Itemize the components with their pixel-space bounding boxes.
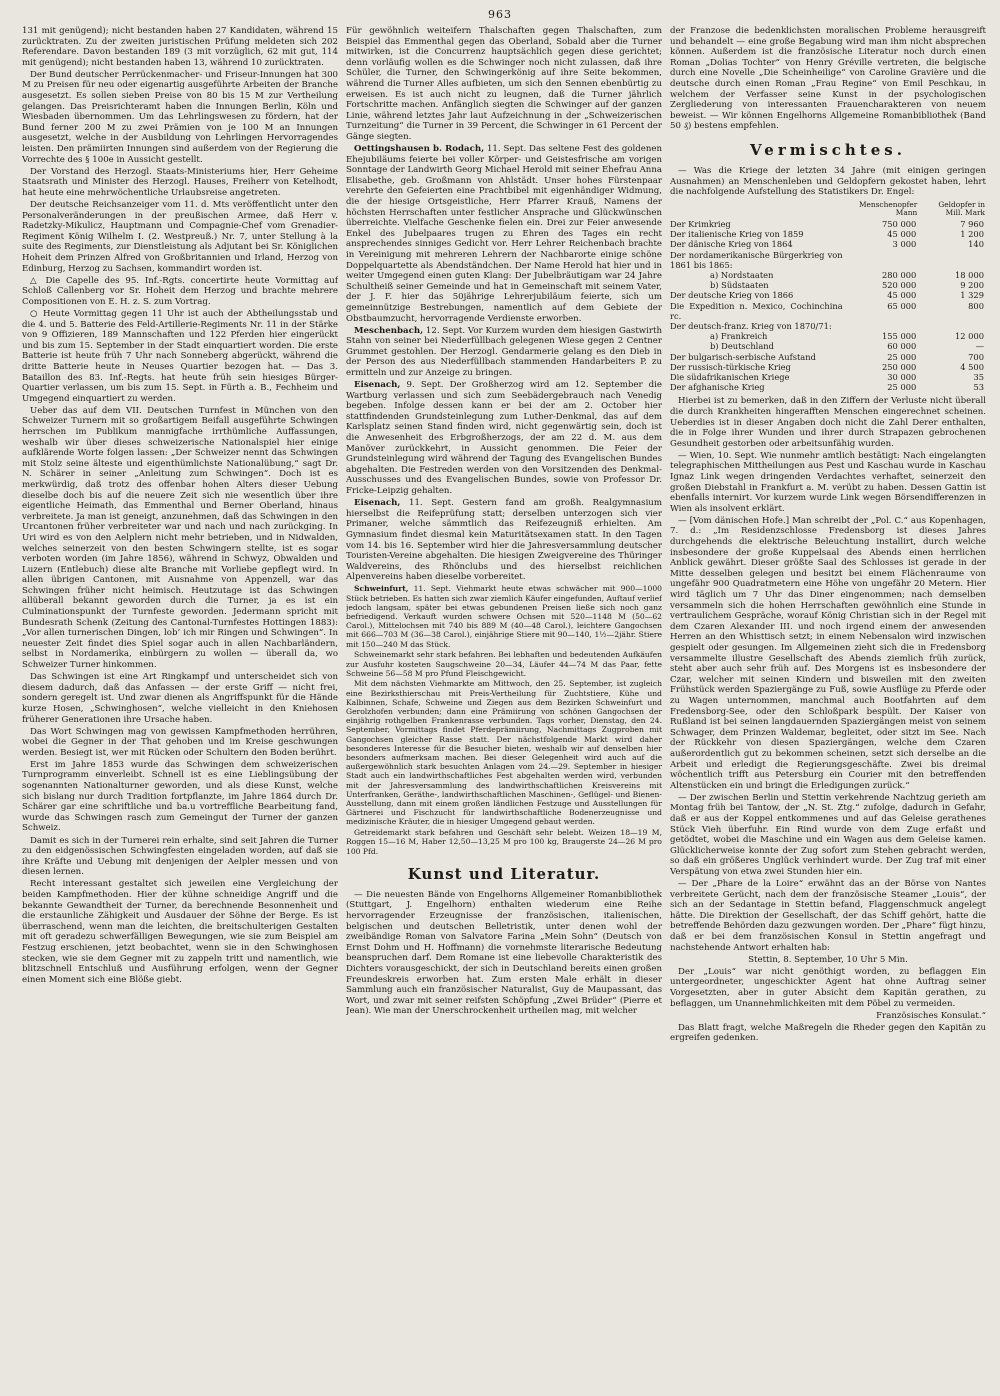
war-money: 9 200 — [960, 280, 984, 291]
war-men — [845, 321, 919, 331]
war-money — [918, 250, 986, 270]
article-eisenach-1 — [346, 380, 662, 497]
article-reichsanzeiger: Der deutsche Reichsanzeiger vom 11. d. Mts veröffentlicht unter den Personalveränderungen in der preußischen Armee, daß Herr v. Radetzky-Mikulicz, Hauptmann und Compagnie-Chef vom Grenadier-Regiment König Wilhelm I. (2. Westpreuß.) Nr. 7, unter Stellung à la suite des Regiments, zur Dienstleistung als Adjutant bei Sr. Königlichen Hoheit dem Prinzen Alfred von Großbritannien und Irland, Herzog von Edinburg, Herzog zu Sachsen, kommandirt worden ist. — [22, 200, 338, 274]
article-schwingen-4: Erst im Jahre 1853 wurde das Schwingen dem schweizerischen Turnprogramm einverleibt. Schnell ist es eine Lieblingsübung der sogenannten Nationalturner geworden, und als diese Kunst, welche sich bislang nur durch Tradition fortpflanzte, im Jahre 1864 durch Dr. Schärer gar eine schriftliche und ba.u vortreffliche Bearbeitung fand, wurde das Schwingen rasch zum Gemeingut der Turner der ganzen Schweiz. — [22, 759, 338, 834]
war-name: Der afghanische Krieg — [670, 382, 765, 393]
article-night-train: — Der zwischen Berlin und Stettin verkehrende Nachtzug gerieth am Montag früh bei Tantow, der „N. St. Ztg.“ zufolge, dadurch in Gefahr, daß er aus der Koppel entkommenes und auf das Geleise gerathenes Stück Vieh überfuhr. Ein Rind wurde von dem Zuge erfaßt und getödtet, wobei die Maschine und ein Wagen aus dem Geleise kamen. Glücklicherweise konnte der Zug sofort zum Stehen gebracht werden, so daß ein größeres Unglück verhindert wurde. Der Zug traf mit einer Verspätung von etwa zwei Stunden hier ein. — [670, 792, 986, 877]
article-artillery: ○ Heute Vormittag gegen 11 Uhr ist auch der Abtheilungsstab und die 4. und 5. Batterie des Feld-Artillerie-Regiments Nr. 11 in der Stärke von 9 Offizieren, 189 Mannschaften und 122 Pferden hier eingerückt und bis zum 15. September in der Stadt einquartiert worden. Die erste Batterie ist heute früh 7 Uhr nach Sonneberg abgerückt, während die dritte Batterie heute in Neuses Quartier bezogen hat. — Das 3. Bataillon des 83. Inf.-Regts. hat heute früh sein hiesiges Bürger-Quartier verlassen, um bis zum 15. Sept. in Fürth a. B., Fechheim und Umgegend einquartiert zu werden. — [22, 308, 338, 404]
article-phare-loire: — Der „Phare de la Loire“ erwähnt das an der Börse von Nantes verbreitete Gerücht, nach dem der französische Steamer „Louis“, der sich an der Sedantage in Stettin befand, Flaggenschmuck angelegt hätte. Die Direktion der Gesellschaft, der das Schiff gehört, hatte die betreffende Behörden dazu gezwungen worden. Der „Phare“ fügt hinzu, daß er bei dem französischen Konsul in Stettin angefragt und nachstehende Antwort erhalten hab: — [670, 879, 986, 953]
dateline-eisenach-1: Eisenach, — [354, 380, 401, 391]
header-men: Menschenopfer Mann — [858, 199, 918, 218]
war-money: 800 — [968, 300, 984, 311]
article-capelle: △ Die Capelle des 95. Inf.-Rgts. concertirte heute Vormittag auf Schloß Callenberg vor Sr. Hoheit dem Herzog und brachte mehrere Compositionen von E. H. z. S. zum Vortrag. — [22, 275, 338, 307]
article-oettingshausen-text: 11. Sept. Das seltene Fest des goldenen Ehejubiläums feierte bei voller Körper- und Geistesfrische am vorigen Sonntage der Landwirth Georg Michael Herold mit seiner Ehefrau Anna Elisabethe, geb. Großmann von Ahlstädt. Unser hohes Fürstenpaar verehrte den Gefeierten eine Prachtbibel mit eigenhändiger Widmung, die der hiesige Ortsgeistliche, Herr Pfarrer Krauß, Namens der höchsten Herrschaften unter festlicher Ansprache und Glückwünschen überreichte. Vielfache Geschenke fielen ein. Drei zur Feier anwesende Enkel des Jubelpaares trugen zu Ehren des Tages ein recht ansprechendes sinniges Gedicht vor. Herr Lehrer Reichenbach brachte in Vereinigung mit mehreren Lehrern der Nachbarorte einige schöne Doppelquartette als Abendständchen. Der Name Herold hat hier und in weiter Umgegend einen guten Klang: Der Jubelbräutigam war 24 Jahre Schultheiß seiner Gemeinde und hat in Gemeinschaft mit seinem Vater, der J. F. hier das 50jährige Lehrerjubiläum feierte, sich um gemeinnützige Bestrebungen, namentlich auf dem Gebiete der Obstbaumzucht, hervorragende Verdienste erworben. — [346, 144, 662, 324]
war-name: Der bulgarisch-serbische Aufstand — [670, 351, 816, 362]
article-eisenach-2 — [346, 498, 662, 583]
war-name: Der italienische Krieg von 1859 — [670, 229, 804, 240]
war-table-row — [670, 382, 986, 392]
war-name: Der russisch-türkische Krieg — [670, 361, 791, 372]
article-meschenbach-text: 12. Sept. Vor Kurzem wurden dem hiesigen Gastwirth Stahn von seiner bei Niederfüllbach gelegenen Wiese gegen 2 Centner Grummet gestohlen. Der Herzogl. Gendarmerie gelang es den Dieb in der Person des aus Niederfüllbach stammenden Handarbeiters P. zu ermitteln und zur Anzeige zu bringen. — [346, 325, 662, 378]
telegram-text: Der „Louis“ war nicht genöthigt worden, zu beflaggen Ein untergeordneter, ungeschickter Agent hat ohne Auftrag seiner Vorgesetzten, aber in guter Absicht dem Kapitän gerathen, zu beflaggen, um Unannehmlichkeiten mit dem Pöbel zu vermeiden. — [670, 966, 986, 1009]
war-men: 45 000 — [887, 290, 917, 301]
war-name: a) Nordstaaten — [710, 269, 774, 280]
war-table-row — [670, 270, 986, 280]
telegram-signature: Französisches Konsulat.“ — [876, 1010, 986, 1021]
column-3 — [670, 26, 986, 1384]
war-table-row — [670, 219, 986, 229]
header-money: Geldopfer in Mill. Mark — [938, 199, 985, 218]
war-name: Der dänische Krieg von 1864 — [670, 239, 793, 250]
war-money: 1 200 — [960, 229, 984, 240]
article-schwingen-2: Das Schwingen ist eine Art Ringkampf und unterscheidet sich von diesem dadurch, daß das Anfassen — der erste Griff — nicht frei, sondern geregelt ist. Und zwar dienen als Angriffspunkt für die Hände kurze Hosen, „Schwinghosen“, welche vielleicht in den Kniehosen früherer Generationen ihre Ursache haben. — [22, 672, 338, 725]
article-wigmakers: Der Bund deutscher Perrückenmacher- und Friseur-Innungen hat 300 M zu Preisen für neu oder eigenartig ausgeführte Arbeiten der Branche ausgesetzt. Es sollen sieben Preise von 80 bis 15 M zur Vertheilung gelangen. Das Preisrichteramt haben die Innungen Berlin, Köln und Wiesbaden übernommen. Um das Lehrlingswesen zu fördern, hat der Bund ferner 200 M zu zwei Prämien von je 100 M an Innungen ausgesetzt, welche in der Ausbildung von Lehrlingen Hervorragendes leisten. Den prämiirten Innungen sind außerdem von der Regierung die Vorrechte des § 100e in Aussicht gestellt. — [22, 69, 338, 165]
war-men: 250 000 — [881, 361, 917, 372]
war-money — [918, 321, 986, 331]
war-men: 520 000 — [881, 280, 917, 291]
war-men: 60 000 — [887, 341, 917, 352]
war-table-row — [670, 331, 986, 341]
war-money: 12 000 — [954, 331, 984, 342]
war-name: Der Krimkrieg — [670, 218, 731, 229]
war-table-row — [670, 372, 986, 382]
article-schwingen-7: Für gewöhnlich weiteifern Thalschaften gegen Thalschaften, zum Beispiel das Emmenthal gegen das Oberland, Sobald aber die Turner mitwirken, ist die Concurrenz hauptsächlich gegen diese gerichtet; denn vorläufig wollen es die Schwinger noch nicht zulassen, daß ihre Schüler, die Turner, den Schwingerkönig auf ihre Seite bekommen, während die Turner Alles aufbieten, um sich den Sennen ebenbürtig zu erweisen. Es ist auch nicht zu leugnen, daß die Turner jährlich Fortschritte machen. Anfänglich siegten die Schwinger auf der ganzen Linie, während letztes Jahr laut Aufzeichnung in der „Schweizerischen Turnzeitung“ die Turner in 39 Percent, die Schwinger in 61 Percent der Gänge siegten. — [346, 26, 662, 142]
war-men — [845, 250, 919, 270]
war-table-header — [670, 200, 986, 219]
war-table-row — [670, 352, 986, 362]
article-war-costs-note: Hierbei ist zu bemerken, daß in den Ziffern der Verluste nicht überall die durch Krankheiten hingerafften Menschen eingerechnet scheinen. Ueberdies ist in dieser Angaben doch nicht die Zahl Derer enthalten, die in Folge ihrer Wunden und ihrer durch Strapazen gebrochenen Gesundheit gestorben oder arbeitsunfähig wurden. — [670, 396, 986, 449]
article-exam-results: 131 mit genügend); nicht bestanden haben 27 Kandidaten, während 15 zurücktraten. Zu der zweiten juristischen Prüfung meldeten sich 202 Referendare. Davon bestanden 189 (3 mit vorzüglich, 62 mit gut, 114 mit genügend); nicht bestanden haben 13, während 10 zurücktraten. — [22, 26, 338, 68]
war-money: 140 — [968, 239, 984, 250]
article-schweinfurt — [346, 584, 662, 648]
article-meschenbach — [346, 326, 662, 379]
article-minister-leave: Der Vorstand des Herzogl. Staats-Ministeriums hier, Herr Geheime Staatsrath und Minister des Herzogl. Hauses, Freiherr von Ketelhodt, hat heute eine mehrwöchentliche Urlaubsreise angetreten. — [22, 166, 338, 198]
war-men: 155 000 — [881, 331, 917, 342]
war-table-row — [670, 280, 986, 290]
war-men: 750 000 — [881, 218, 917, 229]
columns — [22, 26, 986, 1384]
war-table-row — [670, 321, 986, 331]
article-engelhorn-2: der Franzose die bedenklichsten moralischen Probleme herausgreift und behandelt — eine große Begabung wird man ihm nicht absprechen können. Außerdem ist die französische Literatur noch durch einen Roman „Dolias Tochter“ von Henry Gréville vertreten, die belgische durch eine Novelle „Die Scheinheilige“ von Caroline Gravière und die deutsche durch einen Roman „Frau Regine“ von Emil Peschkau, in welchem der Verfasser seine Kunst in der psychologischen Zergliederung von interessanten Frauencharakteren von neuem beweist. — Wir können Engelhorns Allgemeine Romanbibliothek (Band 50 ₰) bestens empfehlen. — [670, 26, 986, 132]
section-heading-vermischtes: Vermischtes. — [750, 140, 906, 159]
war-table-row — [670, 250, 986, 270]
article-schweinfurt-text: 11. Sept. Viehmarkt heute etwas schwächer mit 900—1000 Stück betrieben. Es hatten sich zwar ziemlich Käufer eingefunden, Auftauf verlief jedoch langsam, später bei etwas gebundenen Preisen ließe sich noch ganz befriedigend. Verkauft wurden schwere Ochsen mit 520—1148 M (50—62 Carol.), Mittelochsen mit 740 bis 889 M (40—48 Carol.), leichtere Gangochsen mit 666—703 M (36—38 Carol.), einjährige Stiere mit 90—140, 1½—2jähr. Stiere mit 150—240 M das Stück. — [346, 584, 662, 649]
page-number: 963 — [488, 8, 512, 21]
war-table-body — [670, 219, 986, 392]
war-money: 7 960 — [960, 218, 984, 229]
war-money: 35 — [973, 371, 984, 382]
war-table-row — [670, 229, 986, 239]
dateline-meschenbach: Meschenbach, — [354, 325, 424, 336]
war-men: 30 000 — [887, 371, 917, 382]
war-table-row — [670, 362, 986, 372]
article-vienna: — Wien, 10. Sept. Wie nunmehr amtlich bestätigt: Nach eingelangten telegraphischen Mittheilungen aus Pest und Kaschau wurde in Kaschau Ignaz Link wegen dringenden Verdachtes verhaftet, seinerzeit den großen Diebstahl in Frankfurt a. M. verübt zu haben. Dessen Gattin ist ebenfalls internirt. Vor kurzem wurde Link wegen Börsendifferenzen in Wien als insolvent erklärt. — [670, 450, 986, 514]
war-name: Die südafrikanischen Kriege — [670, 371, 790, 382]
dateline-eisenach-2: Eisenach, — [354, 498, 401, 509]
war-men: 45 000 — [887, 229, 917, 240]
article-pig-market: Schweinemarkt sehr stark befahren. Bei lebhaften und bedeutenden Aufkäufen zur Ausfuhr kosteten Saugschweine 20—34, Läufer 44—74 M das Paar, fette Schweine 56—58 M pro Pfund Fleischgewicht. — [346, 650, 662, 678]
war-men: 65 000 — [887, 300, 917, 311]
war-name: b) Südstaaten — [710, 280, 769, 291]
war-money: 700 — [968, 351, 984, 362]
article-schwingen-1: Ueber das auf dem VII. Deutschen Turnfest in München von den Schweizer Turnern mit so großartigem Beifall ausgeführte Schwingen herrschen im Publikum mannigfache irrthümliche Auffassungen, weshalb wir über dieses schweizerische Nationalspiel hier einige aufklärende Worte folgen lassen: „Der Schweizer nennt das Schwingen mit Stolz seine älteste und eigenthümlichste Nationalübung,“ sagt Dr. N. Schärer in seiner „Anleitung zum Schwingen“. Doch ist es merkwürdig, daß trotz des offenbar hohen Alters dieser Uebung dieselbe doch bis auf die neuere Zeit sich nie wesentlich über ihre eigentliche Heimath, das Emmenthal und Berner Oberland, hinaus verbreitete. Ja man ist geneigt, anzunehmen, daß das Schwingen in den Urcantonen früher verbreiteter war und nach und nach zurückging. In Uri wird es von den Aelplern nicht mehr betrieben, und in Nidwalden, welches seinerzeit von den besten Schwingern stellte, ist es sogar verboten worden (im Jahre 1856), während in Schwyz, Obwalden und Luzern (Entlebuch) diese alte Branche mit Vorliebe gepflegt wird. In allen übrigen Cantonen, mit Ausnahme von Appenzell, war das Schwingen früher nicht heimisch. Heutzutage ist das Schwingen allüberall bekannt geworden durch die Turner, ja es ist ein Culminationspunkt der Turnfeste geworden. Jedermann spricht mit Bundesrath Schenk (Zeitung des Cantonal-Turnfestes Hottingen 1883): „Vor allen turnerischen Dingen, lob’ ich mir Ringen und Schwingen“. In neuester Zeit findet dies Spiel sogar auch in allen Nachbarländern, selbst in Nordamerika, einbürgern zu wollen — überall da, wo Schweizer Turner hinkommen. — [22, 405, 338, 671]
article-closing: Das Blatt fragt, welche Maßregeln die Rheder gegen den Kapitän zu ergreifen gedenken. — [670, 1022, 986, 1044]
war-costs-table — [670, 200, 986, 393]
war-money: 53 — [973, 382, 984, 393]
article-schwingen-6: Recht interessant gestaltet sich jeweilen eine Vergleichung der beiden Kampfmethoden. Hier der kühne schneidige Angriff und die bekannte Gewandtheit der Turner, da berechnende Besonnenheit und die erstaunliche Zähigkeit und Ausdauer der Söhne der Berge. Es ist überraschend, wenn man die leichten, die breitschulterigen Gestalten mit oft geradezu schwerfälligen Bewegungen, wie sie zum Beispiel am Festzug erschienen, jetzt beobachtet, wenn sie in den Schwinghosen stecken, wie sie dem Gegner mit zu zappeln tritt und namentlich, wie blitzschnell Entschluß und Ausführung erfolgen, wenn der Gegner einen Moment sich eine Blöße giebt. — [22, 879, 338, 985]
war-name: Der nordamerikanische Bürgerkrieg von 1861 bis 1865: — [670, 249, 843, 270]
article-grain-market: Getreidemarkt stark befahren und Geschäft sehr belebt. Weizen 18—19 M, Roggen 15—16 M, Haber 12,50—13,25 M pro 100 kg, Braugerste 24—26 M pro 100 Pfd. — [346, 828, 662, 856]
dateline-schweinfurt: Schweinfurt, — [354, 584, 409, 594]
war-money: 1 329 — [960, 290, 984, 301]
dateline-oettingshausen: Oettingshausen b. Rodach, — [354, 144, 485, 155]
article-animal-show: Mit dem nächsten Viehmarkte am Mittwoch, den 25. September, ist zugleich eine Bezirksthierschau mit Preis-Vertheilung für Zuchtstiere, Kühe und Kalbinnen, Schafe, Schweine und Ziegen aus dem Bezirken Schweinfurt und Gerolzhofen verbunden; dann eine Prämiirung von schönen Gangochsen der einjährig rothgelben Frankenrasse verbunden. Tags vorher, Dienstag, den 24. September, Vormittags findet Pferdeprämiirung, Nachmittags Zugproben mit Gangochsen gleicher Rasse statt. Der nächstfolgende Markt wird daher besonderes Interesse für die Besucher bieten, weshalb wir auf denselben hier besonders aufmerksam machen. Bei dieser Gelegenheit wird auch auf die außergewöhnlich stark besuchten Anlagen vom 24.—29. September in hiesiger Stadt auch ein landwirthschaftliches Fest abgehalten werden wird, verbunden mit der Jahresversammlung des landwirthschaftlichen Kreisvereins mit Unterfranken, Geräthe-, landwirthschaftlichen Maschinen-, Geflügel- und Bienen-Ausstellung, dann mit einem großen ländlichen Festzuge und Ausstellungen für Gärtnerei und Fischzucht für landwirthschaftliche Bodenerzeugnisse und medizinische Kräuter, die in hiesiger Umgegend gebaut werden. — [346, 679, 662, 827]
war-men: 3 000 — [892, 239, 917, 250]
war-name: a) Frankreich — [710, 331, 768, 342]
article-danish-court: — [Vom dänischen Hofe.] Man schreibt der „Pol. C.“ aus Kopenhagen, 7. d.: „Im Residenzschlosse Fredensborg ist dieses Jahres durchgehends die elektrische Beleuchtung installirt, durch welche insbesondere der große Kuppelsaal des Abends einen herrlichen Anblick gewährt. Dieser größte Saal des Schlosses ist gerade in der Mitte desselben gelegen und besitzt bei einem Flächenraume von ungefähr 900 Quadratmetern eine Höhe von ungefähr 20 Metern. Hier wird täglich um 7 Uhr das Diner eingenommen; nach demselben versammeln sich die hohen Herrschaften gewöhnlich eine Stunde in vertraulichem Gespräche, worauf König Christian sich in der Regel mit dem Czaren Alexander III. und noch irgend einem der anwesenden Herren an den Whisttisch setzt; in einem Nebensalon wird inzwischen gespielt oder gesungen. Im Allgemeinen zieht sich die in Fredensborg versammelte illustre Gesellschaft des Abends ziemlich früh zurück, steht aber auch sehr früh auf. Des Morgens ist es insbesondere der Czar, welcher mit seinen Kindern und bisweilen mit den zweiten Frühstück werden Spaziergänge zu Fuß, sowie Ausflüge zu Pferde oder zu Wagen unternommen, manchmal auch Bootfahrten auf dem Fredensborg-See, oder den Schloßpark bespült. Der Kaiser von Rußland ist bei seinen langdauernden Spaziergängen meist von seinem Schwager, dem Prinzen Waldemar, begleitet, oder sitzt im See. Nach der Rückkehr von diesen Spaziergängen, welche dem Czaren außerordentlich gut zu bekommen scheinen, setzt sich derselbe an die Arbeit und erledigt die Regierungsgeschäfte. Zwei bis dreimal wöchentlich trifft aus Petersburg ein Courier mit den betreffenden Altenstücken ein und bringt die Erledigungen zurück.“ — [670, 515, 986, 791]
war-table-row — [670, 290, 986, 300]
article-eisenach-2-text: 11. Sept. Gestern fand am großh. Realgymnasium hierselbst die Reifeprüfung statt; derselben unterzogen sich vier Primaner, welche sämmtlich das Reifezeugniß erhielten. Am Gymnasium findet diesmal kein Maturitätsexamen statt. In den Tagen vom 14. bis 16. September wird hier die Jahresversammlung deutscher Touristen-Vereine abgehalten. Die hiesigen Zweigvereine des Thüringer Waldvereins, des Rhönclubs und des hierselbst reichlichen Alpenvereins haben dieselbe vorbereitet. — [346, 498, 662, 583]
telegram-dateline: Stettin, 8. September, 10 Uhr 5 Min. — [748, 954, 908, 965]
war-money: 18 000 — [954, 269, 984, 280]
article-schwingen-5: Damit es sich in der Turnerei rein erhalte, sind seit Jahren die Turner zu den eidgenössischen Schwingfesten eingeladen worden, auf daß sie ihre Kräfte und Uebung mit denjenigen der Aelpler messen und von diesen lernen. — [22, 835, 338, 878]
war-name: Der deutsche Krieg von 1866 — [670, 290, 794, 301]
war-name: Der deutsch-franz. Krieg von 1870/71: — [670, 320, 832, 331]
article-war-costs-intro: — Was die Kriege der letzten 34 Jahre (mit einigen geringen Ausnahmen) an Menschenleben und Geldopfern gekostet haben, lehrt die nachfolgende Aufstellung des Statistikers Dr. Engel: — [670, 165, 986, 198]
war-table-row — [670, 341, 986, 351]
war-name: b) Deutschland — [710, 341, 774, 352]
column-2 — [346, 26, 662, 1384]
section-heading-kunst: Kunst und Literatur. — [407, 864, 601, 883]
article-engelhorn-1: — Die neuesten Bände von Engelhorns Allgemeiner Romanbibliothek (Stuttgart, J. Engelhorn) enthalten wiederum eine Reihe hervorragender Erzeugnisse der französischen, italienischen, belgischen und deutschen Belletristik, unter denen wohl der zweibändige Roman von Salvatore Farina „Mein Sohn“ (Deutsch von Ernst Dohm und H. Hoffmann) die vornehmste literarische Bedeutung beanspruchen darf. Dem Romane ist eine liebevolle Charakteristik des Dichters vorausgeschickt, der sich in Deutschland bereits einen großen Freundeskreis erworben hat. Zum ersten Male erhält in dieser Sammlung auch ein französischer Naturalist, Guy de Maupassant, das Wort, und zwar mit seiner reifsten Schöpfung „Zwei Brüder“ (Pierre et Jean). Wie man der Unerschrockenheit urtheilen mag, mit welcher — [346, 889, 662, 1017]
war-men: 25 000 — [887, 382, 917, 393]
war-men: 25 000 — [887, 351, 917, 362]
war-money: — — [975, 341, 984, 352]
war-table-row — [670, 301, 986, 321]
war-name: Die Expedition n. Mexico, Cochinchina rc. — [670, 300, 843, 321]
column-1 — [22, 26, 338, 1384]
war-money: 4 500 — [960, 361, 984, 372]
article-oettingshausen — [346, 144, 662, 324]
war-men: 280 000 — [881, 269, 917, 280]
war-table-row — [670, 239, 986, 249]
article-eisenach-1-text: 9. Sept. Der Großherzog wird am 12. September die Wartburg verlassen und sich zum Seebädergebrauch nach Venedig begeben. Infolge dessen kann er bei der am 2. October hier stattfindenden Grundsteinlegung zum Luther-Denkmal, das auf dem Karlsplatz seinen Stand finden wird, nicht gegenwärtig sein, doch ist die Anwesenheit des Erbgroßherzogs, der am 22 d. M. aus dem Manöver zurückkehrt, in Aussicht genommen. Die Feier der Grundsteinlegung wird während der Tagung des Evangelischen Bundes abgehalten. Die Festreden werden von den Vorsitzenden des Denkmal-Ausschusses und des Evangelischen Bundes, sowie von Professor Dr. Fricke-Leipzig gehalten. — [346, 380, 662, 497]
article-schwingen-3: Das Wort Schwingen mag von gewissen Kampfmethoden herrühren, wobei die Gegner in der That gehoben und im Kreise geschwungen werden. Besiegt ist, wer mit Rücken oder Schultern den Boden berührt. — [22, 726, 338, 758]
